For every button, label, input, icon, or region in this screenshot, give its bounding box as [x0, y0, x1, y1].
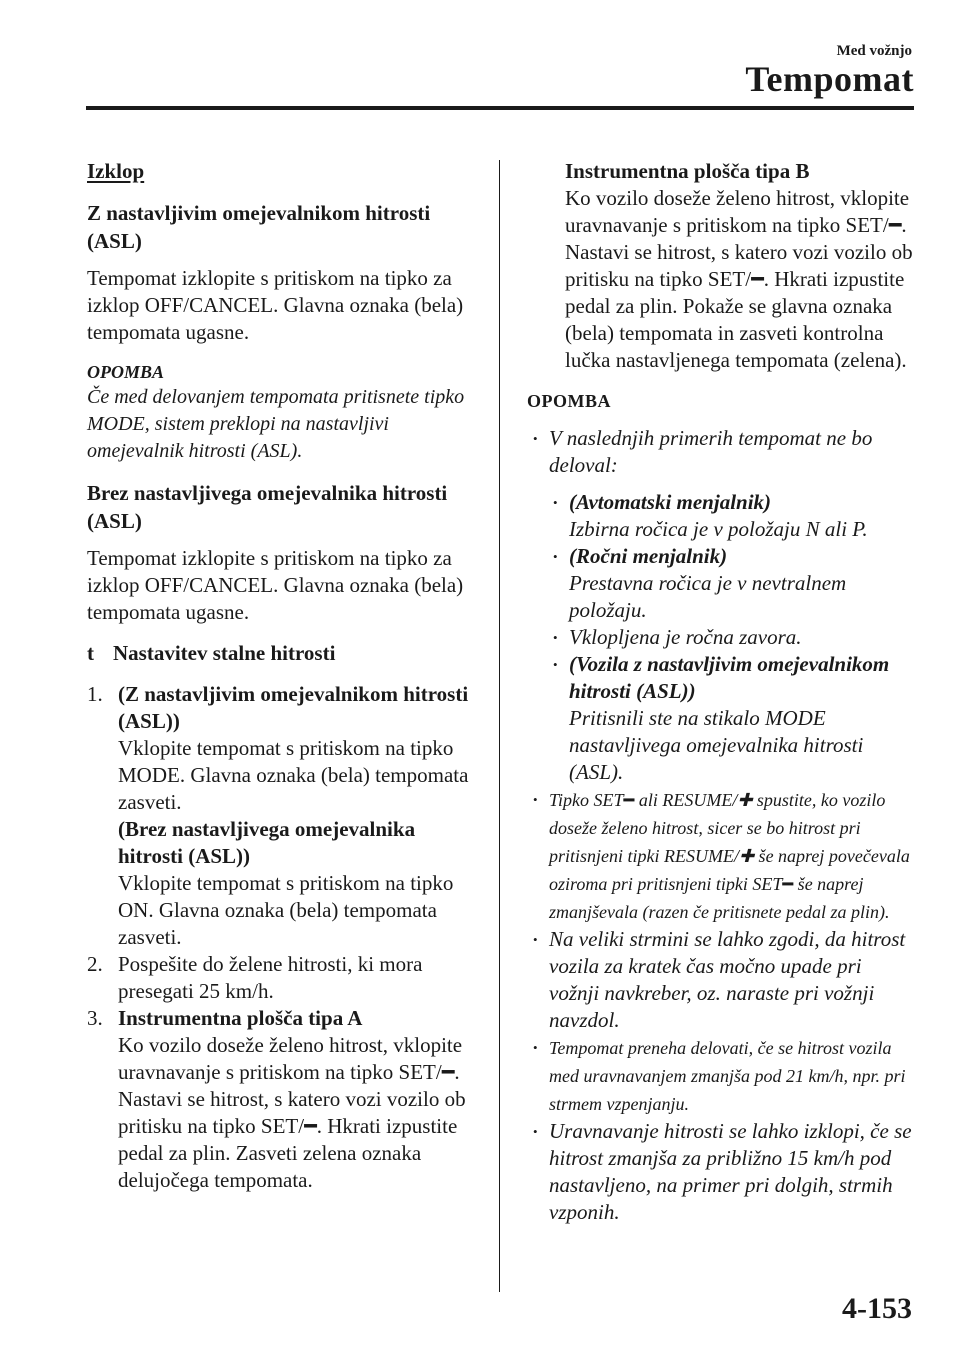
- note-heading: OPOMBA: [87, 362, 165, 382]
- section-marker-icon: t: [87, 641, 94, 665]
- heading-izklop: Izklop: [87, 159, 145, 183]
- running-header-section: Med vožnjo: [836, 43, 912, 59]
- heading-without-asl: Brez nastavljivega omejevalnika hitrosti (ASL): [87, 481, 448, 533]
- sub-text: Prestavna ročica je v nevtralnem položaju.: [569, 571, 847, 622]
- list-item: • Tempomat preneha delovati, če se hitrost vozila med uravnavanjem zmanjša pod 21 km/h, npr. pri strmem vzpenjanju.: [525, 1034, 915, 1118]
- column-divider: [499, 160, 500, 1292]
- panel-b-title: Instrumentna plošča tipa B: [565, 159, 810, 183]
- section-heading: [87, 640, 479, 667]
- step-1-b-title: (Brez nastavljivega omejevalnika hitrosti (ASL)): [118, 817, 416, 868]
- paragraph-without-asl: Tempomat izklopite s pritiskom na tipko za izklop OFF/CANCEL. Glavna oznaka (bela) tempomata ugasne.: [87, 546, 464, 624]
- list-item: • Na veliki strmini se lahko zgodi, da hitrost vozila za kratek čas močno upade pri vožnji navkreber, oz. naraste pri vožnji navzdol.: [525, 926, 915, 1034]
- step-1-b-text: Vklopite tempomat s pritiskom na tipko ON. Glavna oznaka (bela) tempomata zasveti.: [118, 871, 454, 949]
- running-header-title: Tempomat: [745, 59, 914, 99]
- panel-type-b: [525, 158, 915, 374]
- right-column: [525, 158, 915, 1226]
- list-item: • Vklopljena je ročna zavora.: [525, 624, 915, 651]
- list-item: [525, 651, 915, 786]
- steps-list: [87, 681, 479, 1194]
- sub-title: • (Avtomatski menjalnik): [569, 490, 772, 514]
- left-column: [87, 158, 479, 1194]
- sub-text: Pritisnili ste na stikalo MODE nastavljivega omejevalnika hitrosti (ASL).: [569, 706, 864, 784]
- list-item: [525, 489, 915, 543]
- step-number: 3.: [87, 1006, 103, 1030]
- list-item: • Uravnavanje hitrosti se lahko izklopi, če se hitrost zmanjša za približno 15 km/h pod nastavljeno, na primer pri dolgih, strmih vzponih.: [525, 1118, 915, 1226]
- sub-title: • (Ročni menjalnik): [569, 544, 728, 568]
- sub-title: • (Vozila z nastavljivim omejevalnikom hitrosti (ASL)): [569, 652, 890, 703]
- header-rule: [86, 106, 914, 110]
- step-3-a-title: Instrumentna plošča tipa A: [118, 1006, 363, 1030]
- step-3-a-text: Ko vozilo doseže želeno hitrost, vklopite uravnavanje s pritiskom na tipko SET/━. Nastavi se hitrost, s katero vozi vozilo ob pritisku na tipko SET/━. Hkrati izpustite pedal za plin. Zasveti zelena oznaka delujočega tempomata.: [118, 1033, 466, 1192]
- step-number: 2.: [87, 952, 103, 976]
- step-number: 1.: [87, 682, 103, 706]
- note-text: Če med delovanjem tempomata pritisnete tipko MODE, sistem preklopi na nastavljivi omejevalnik hitrosti (ASL).: [87, 386, 465, 462]
- panel-b-text: Ko vozilo doseže želeno hitrost, vklopite uravnavanje s pritiskom na tipko SET/━. Nastavi se hitrost, s katero vozi vozilo ob pritisku na tipko SET/━. Hkrati izpustite pedal za plin. Pokaže se glavna oznaka (bela) tempomata in zasveti kontrolna lučka nastavljenega tempomata (zelena).: [565, 186, 913, 372]
- step-2-text: Pospešite do želene hitrosti, ki mora presegati 25 km/h.: [118, 952, 423, 1003]
- sub-text: Izbirna ročica je v položaju N ali P.: [569, 517, 868, 541]
- section-title: Nastavitev stalne hitrosti: [113, 641, 336, 665]
- list-item: [87, 1005, 479, 1194]
- list-item: • Tipko SET━ ali RESUME/✚ spustite, ko vozilo doseže želeno hitrost, sicer se bo hitrost pri pritisnjeni tipki RESUME/✚ še naprej povečevala oziroma pri pritisnjeni tipki SET━ še naprej zmanjševala (razen če pritisnete pedal za plin).: [525, 786, 915, 926]
- list-item: [525, 543, 915, 624]
- list-item: • V naslednjih primerih tempomat ne bo deloval:: [525, 425, 915, 479]
- note-heading: OPOMBA: [527, 391, 611, 411]
- page-number: 4-153: [842, 1292, 912, 1325]
- list-item: [87, 681, 479, 951]
- paragraph-with-asl: Tempomat izklopite s pritiskom na tipko za izklop OFF/CANCEL. Glavna oznaka (bela) tempomata ugasne.: [87, 266, 464, 344]
- list-item: [87, 951, 479, 1005]
- step-1-a-title: (Z nastavljivim omejevalnikom hitrosti (ASL)): [118, 682, 469, 733]
- step-1-a-text: Vklopite tempomat s pritiskom na tipko MODE. Glavna oznaka (bela) tempomata zasveti.: [118, 736, 469, 814]
- heading-with-asl: Z nastavljivim omejevalnikom hitrosti (ASL): [87, 201, 431, 253]
